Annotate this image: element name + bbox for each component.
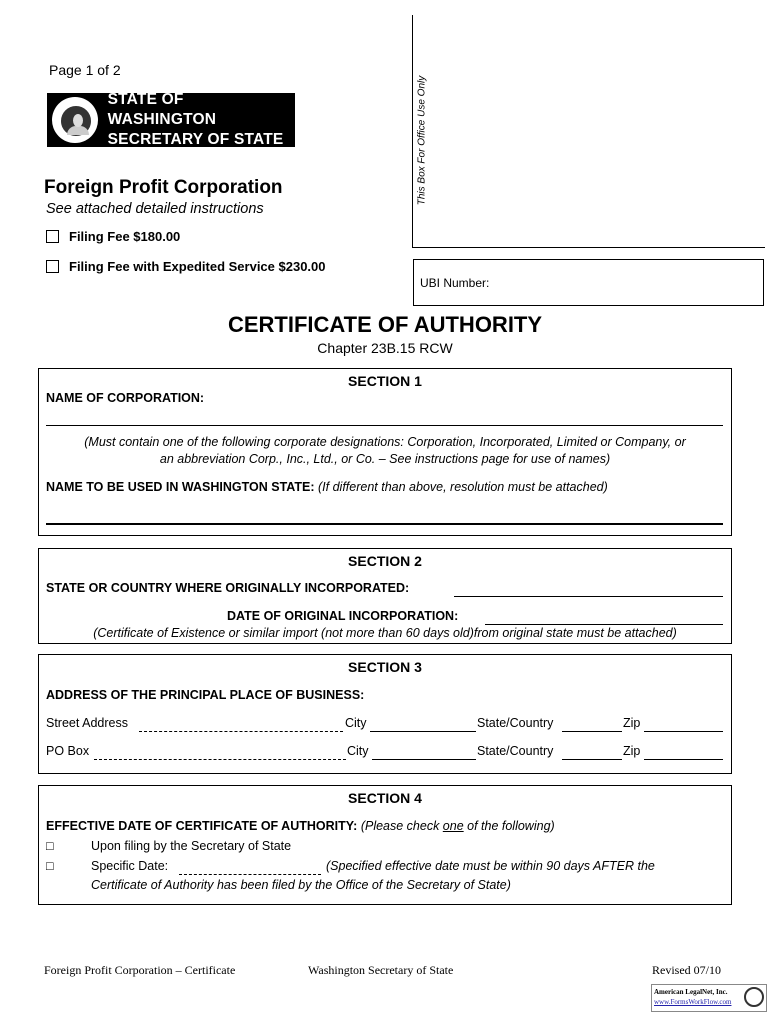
footer-form-name: Foreign Profit Corporation – Certificate [44, 963, 236, 977]
incorporation-date-field[interactable] [485, 611, 723, 625]
corporation-name-field[interactable] [46, 413, 723, 426]
section-3 [38, 654, 732, 774]
wa-name-label: NAME TO BE USED IN WASHINGTON STATE: [46, 480, 315, 494]
section-1 [38, 368, 732, 536]
publisher-name: American LegalNet, Inc. [654, 988, 728, 996]
publisher-link[interactable]: www.FormsWorkFlow.com [654, 998, 732, 1006]
logo-line-1: STATE OF WASHINGTON [107, 91, 217, 128]
specific-date-label: Specific Date: [91, 859, 169, 873]
po-zip-label: Zip [623, 744, 641, 758]
street-address-field[interactable] [139, 718, 343, 732]
document-type: Foreign Profit Corporation [44, 177, 283, 198]
ubi-label: UBI Number: [420, 276, 490, 290]
designation-note-1: (Must contain one of the following corporate designations: Corporation, Incorporated, Limited or Company, or [84, 435, 686, 449]
specific-date-note-2: Certificate of Authority has been filed by the Office of the Secretary of State) [91, 878, 511, 892]
footer-agency: Washington Secretary of State [308, 963, 454, 977]
effective-note-pre: (Please check [360, 819, 443, 833]
office-use-box [412, 15, 765, 248]
expedited-fee-option[interactable] [46, 259, 326, 274]
expedited-fee-label: Filing Fee with Expedited Service $230.00 [69, 259, 326, 274]
wa-name-field[interactable] [46, 509, 723, 525]
state-of-incorporation-field[interactable] [454, 583, 723, 597]
po-box-field[interactable] [94, 746, 346, 760]
section-4-title: SECTION 4 [348, 790, 422, 806]
effective-date-label: EFFECTIVE DATE OF CERTIFICATE OF AUTHORITY: [46, 819, 358, 833]
zip-label: Zip [623, 716, 641, 730]
specific-date-checkbox[interactable]: □ [46, 859, 54, 873]
upon-filing-label: Upon filing by the Secretary of State [91, 839, 292, 853]
page-number: Page 1 of 2 [49, 62, 121, 78]
city-label: City [345, 716, 367, 730]
effective-note-post: of the following) [463, 819, 555, 833]
state-of-incorporation-label: STATE OR COUNTRY WHERE ORIGINALLY INCORPORATED: [46, 581, 410, 595]
certificate-title: CERTIFICATE OF AUTHORITY [227, 312, 543, 337]
instructions-note: See attached detailed instructions [46, 201, 264, 217]
filing-fee-label: Filing Fee $180.00 [69, 229, 181, 244]
po-city-label: City [347, 744, 369, 758]
corporation-name-label: NAME OF CORPORATION: [46, 391, 205, 405]
section-3-title: SECTION 3 [348, 659, 422, 675]
state-country-label: State/Country [477, 716, 554, 730]
logo-line-2: SECRETARY OF STATE [107, 131, 284, 148]
state-seal-icon [50, 95, 100, 145]
publisher-badge [651, 984, 767, 1012]
address-label: ADDRESS OF THE PRINCIPAL PLACE OF BUSINESS: [46, 688, 365, 702]
chapter-reference: Chapter 23B.15 RCW [317, 340, 453, 356]
zip-field[interactable] [644, 718, 723, 732]
expedited-fee-checkbox[interactable] [46, 260, 59, 273]
po-state-country-label: State/Country [477, 744, 554, 758]
po-zip-field[interactable] [644, 746, 723, 760]
po-city-field[interactable] [372, 746, 476, 760]
specific-date-note-1: (Specified effective date must be within 90 days AFTER the [326, 859, 655, 873]
publisher-logo-icon [744, 987, 764, 1007]
specific-date-field[interactable] [179, 861, 321, 875]
street-address-label: Street Address [46, 716, 128, 730]
section-2-note: (Certificate of Existence or similar import (not more than 60 days old)from original state must be attached) [93, 626, 677, 640]
po-state-country-field[interactable] [562, 746, 622, 760]
washington-sos-logo [47, 93, 295, 147]
incorporation-date-label: DATE OF ORIGINAL INCORPORATION: [227, 609, 459, 623]
designation-note-2: an abbreviation Corp., Inc., Ltd., or Co. – See instructions page for use of names) [159, 452, 611, 466]
effective-note-one: one [442, 819, 464, 833]
wa-name-note: (If different than above, resolution must be attached) [318, 480, 608, 494]
ubi-number-field[interactable] [413, 259, 764, 306]
office-use-label: This Box For Office Use Only [416, 75, 428, 206]
city-field[interactable] [370, 718, 476, 732]
po-box-label: PO Box [46, 744, 90, 758]
filing-fee-checkbox[interactable] [46, 230, 59, 243]
filing-fee-option[interactable] [46, 229, 180, 244]
upon-filing-checkbox[interactable]: □ [46, 839, 54, 853]
section-4 [38, 785, 732, 905]
section-2-title: SECTION 2 [348, 553, 422, 569]
section-2 [38, 548, 732, 644]
state-country-field[interactable] [562, 718, 622, 732]
section-1-title: SECTION 1 [348, 373, 422, 389]
footer-revision: Revised 07/10 [652, 963, 721, 977]
